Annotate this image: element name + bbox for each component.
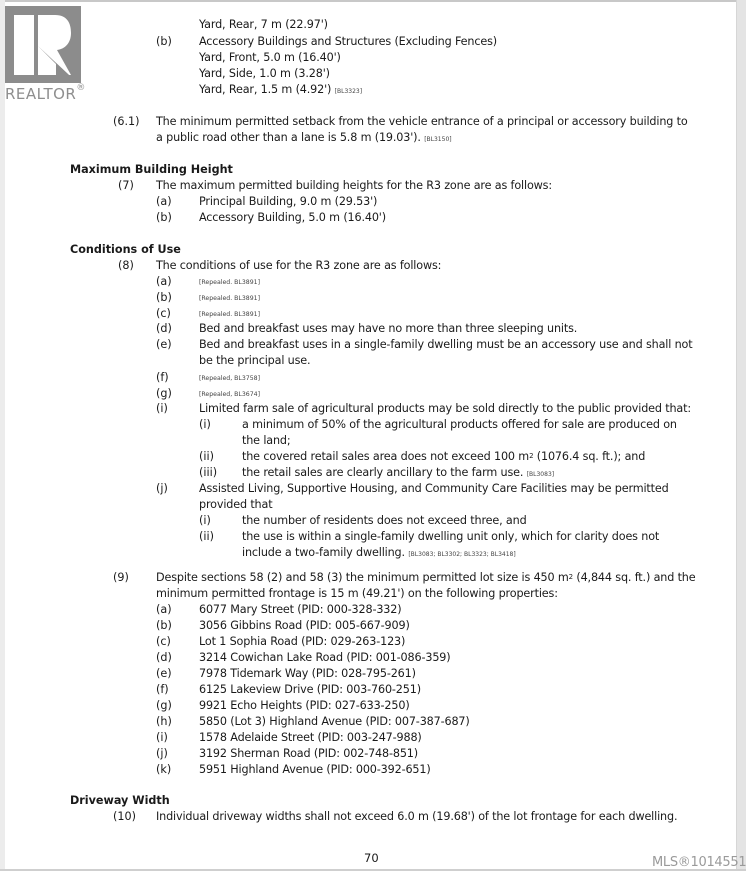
accessory-rear-yard: Yard, Rear, 1.5 m (4.92') [BL3323] [199,83,363,96]
property-item: 6125 Lakeview Drive (PID: 003-760-251) [199,683,421,696]
condition-j-sub-ii-line1: the use is within a single-family dwelling unit only, which for clarity does not [242,530,660,543]
condition-i-text: Limited farm sale of agricultural products may be sold directly to the public provided that: [199,402,691,415]
property-item: 1578 Adelaide Street (PID: 003-247-988) [199,731,422,744]
repealed-note: [Repealed, BL3674] [199,391,261,398]
heading-conditions-of-use: Conditions of Use [70,243,181,256]
rear-yard-principal: Yard, Rear, 7 m (22.97') [199,18,328,31]
item-label: (d) [156,651,172,664]
subitem-label: (iii) [199,466,218,479]
subitem-label: (i) [199,418,211,431]
item-label: (e) [156,667,172,680]
item-label: (i) [156,731,168,744]
height-principal: Principal Building, 9.0 m (29.53') [199,195,378,208]
top-border [0,0,746,2]
item-label: (i) [156,402,168,415]
bylaw-reference: [BL3083] [526,471,555,478]
condition-i-sub-i-line2: the land; [242,434,291,447]
item-label: (g) [156,387,172,400]
repealed-note: [Repealed, BL3758] [199,375,261,382]
bylaw-reference: [BL3150] [424,136,452,143]
heading-driveway-width: Driveway Width [70,794,170,807]
subitem-label: (ii) [199,450,214,463]
logo-wordmark: REALTOR® [5,83,86,103]
item-label: (f) [156,371,169,384]
height-accessory: Accessory Building, 5.0 m (16.40') [199,211,386,224]
condition-i-sub-iii: the retail sales are clearly ancillary to the farm use. [BL3083] [242,466,555,479]
property-item: 3192 Sherman Road (PID: 002-748-851) [199,747,418,760]
scrollbar[interactable] [736,0,746,871]
condition-j-sub-i: the number of residents does not exceed three, and [242,514,527,527]
item-label: (j) [156,482,168,495]
item-label: (c) [156,307,171,320]
section-6-1-line1: The minimum permitted setback from the vehicle entrance of a principal or accessory building to [156,115,688,128]
condition-i-sub-i-line1: a minimum of 50% of the agricultural products offered for sale are produced on [242,418,677,431]
section-9-line1: Despite sections 58 (2) and 58 (3) the minimum permitted lot size is 450 $m^2$ (4,844 sq. ft.) and the [156,571,696,584]
item-label: (b) [156,291,172,304]
condition-e-line1: Bed and breakfast uses in a single-family dwelling must be an accessory use and shall not [199,338,693,351]
item-label: (c) [156,635,171,648]
repealed-note: [Repealed. BL3891] [199,279,261,286]
condition-d-text: Bed and breakfast uses may have no more than three sleeping units. [199,322,578,335]
section-label: (7) [118,179,134,192]
subitem-label: (ii) [199,530,214,543]
repealed-note: [Repealed. BL3891] [199,295,261,302]
property-item: 5850 (Lot 3) Highland Avenue (PID: 007-387-687) [199,715,470,728]
property-item: 6077 Mary Street (PID: 000-328-332) [199,603,402,616]
section-label: (6.1) [113,115,140,128]
item-label: (d) [156,322,172,335]
heading-max-building-height: Maximum Building Height [70,163,233,176]
item-label: (a) [156,195,172,208]
section-label: (9) [113,571,129,584]
condition-e-line2: be the principal use. [199,354,311,367]
section-6-1-line2: a public road other than a lane is 5.8 m (19.03'). [BL3150] [156,131,452,144]
condition-i-sub-ii: the covered retail sales area does not exceed 100 $m^2$ (1076.4 sq. ft.); and [242,450,646,463]
conditions-intro: The conditions of use for the R3 zone are as follows: [156,259,442,272]
mls-watermark: MLS®1014551 [652,855,746,870]
property-item: 3214 Cowichan Lake Road (PID: 001-086-359) [199,651,451,664]
item-label: (b) [156,211,172,224]
item-label: (h) [156,715,172,728]
property-item: Lot 1 Sophia Road (PID: 029-263-123) [199,635,406,648]
subitem-label: (i) [199,514,211,527]
property-item: 9921 Echo Heights (PID: 027-633-250) [199,699,410,712]
item-label: (b) [156,35,172,48]
condition-j-line2: provided that [199,498,273,511]
realtor-r-logo-icon [5,6,81,83]
realtor-logo [5,6,86,103]
accessory-buildings-title: Accessory Buildings and Structures (Excluding Fences) [199,35,497,48]
item-label: (a) [156,603,172,616]
item-label: (k) [156,763,172,776]
item-label: (f) [156,683,169,696]
condition-j-sub-ii-line2: include a two-family dwelling. [BL3083; BL3302; BL3323; BL3418] [242,546,516,559]
bylaw-reference: [BL3083; BL3302; BL3323; BL3418] [408,551,516,558]
left-edge [0,0,5,871]
accessory-front-yard: Yard, Front, 5.0 m (16.40') [199,51,341,64]
section-9-line2: minimum permitted frontage is 15 m (49.21') on the following properties: [156,587,558,600]
bylaw-reference: [BL3323] [334,88,363,95]
item-label: (g) [156,699,172,712]
item-label: (j) [156,747,168,760]
section-label: (8) [118,259,134,272]
section-label: (10) [113,810,136,823]
accessory-side-yard: Yard, Side, 1.0 m (3.28') [199,67,330,80]
driveway-text: Individual driveway widths shall not exceed 6.0 m (19.68') of the lot frontage for each dwelling. [156,810,678,823]
property-item: 5951 Highland Avenue (PID: 000-392-651) [199,763,431,776]
item-label: (e) [156,338,172,351]
item-label: (a) [156,275,172,288]
height-intro: The maximum permitted building heights for the R3 zone are as follows: [156,179,552,192]
item-label: (b) [156,619,172,632]
condition-j-line1: Assisted Living, Supportive Housing, and Community Care Facilities may be permitted [199,482,669,495]
repealed-note: [Repealed. BL3891] [199,311,261,318]
property-item: 3056 Gibbins Road (PID: 005-667-909) [199,619,410,632]
page-number: 70 [364,851,379,865]
property-item: 7978 Tidemark Way (PID: 028-795-261) [199,667,416,680]
